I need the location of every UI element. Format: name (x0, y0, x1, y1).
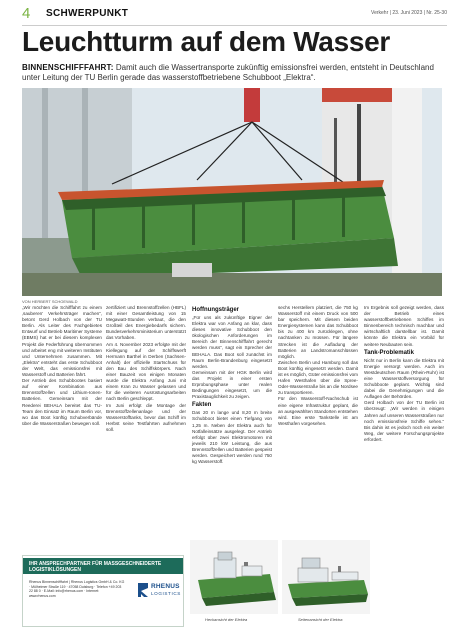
paragraph: Der Antrieb des Schubbootes basiert auf einer Kombination aus Brennstoffzellen und Lithium-Ionen-Batterien. Gemeinsam mit der Reederei BEHALA bereitet das TU-Team den Einsatz im Raum Berlin vor, wo das Boot künftig Schubverbände über die Wasserstraßen bewegen soll. (22, 378, 102, 426)
text-column-4 (278, 305, 358, 427)
photo-credit: FOTO: TU BERLIN (455, 180, 460, 215)
issue-info: Verkehr | 23. Juni 2023 | Nr. 25-30 (371, 10, 447, 16)
page-header (22, 5, 447, 26)
subheading: Fakten (192, 402, 212, 409)
text-column-2 (106, 305, 186, 433)
section-title: SCHWERPUNKT (46, 8, 129, 19)
ad-banner (23, 558, 183, 574)
rhenus-advertisement[interactable] (22, 555, 184, 627)
lead-text: Damit auch die Wassertransporte zukünftig emissionsfrei werden, entsteht in Deutschland unter Leitung der TU Berlin gerade das wasserstoffbetriebene Schubboot „Elektra“. (22, 63, 434, 82)
article-lead (22, 63, 440, 83)
paragraph: Gerd Holbach von der TU Berlin ist überzeugt: „Wir werden in einigen Jahren auf unseren Wasserstraßen nur noch emissionsfreie Schiffe sehen.“ Bis dahin ist es jedoch noch ein weiter Weg, der weitere Forschungsprojekte erfordert. (364, 400, 444, 442)
text-column-5 (364, 305, 444, 443)
ship-side-illustration (282, 540, 370, 614)
paragraph: Zwischen Berlin und Hamburg soll das Boot künftig eingesetzt werden. Damit ist es möglich, Güter emissionsfrei vom Hafen Westhafen über die Spree-Oder-Wasserstraße bis an die Nordsee zu transportieren. (278, 359, 358, 396)
ad-title: IHR ANSPRECHPARTNER FÜR MASSGESCHNEIDERTE LOGISTIKLÖSUNGEN (29, 561, 162, 573)
author-line: VON HERBERT SCHOEWALD (22, 299, 78, 304)
logo-sub: LOGISTICS (151, 591, 181, 596)
ship-lift-illustration (22, 88, 442, 296)
thumb-caption-1: Heckansicht der Elektra (205, 617, 248, 622)
ad-contact: Rhenus Binnenschifffahrt | Rhenus Logistics GmbH & Co. KG · Mülheimer Straße 119 · 47058 Duisburg · Telefon +49 203 22 88 0 · E-Mail: info@rhenus.com · Internet: www.rhenus.com (29, 580, 125, 598)
paragraph: Im Juni erfolgt die Montage der Brennstoffzellenanlage und der Wasserstofftanks, bevor das Schiff im Herbst seine Testfahrten aufnehmen soll. (106, 402, 186, 432)
hero-photo (22, 88, 460, 296)
paragraph: sechs Herstellern platziert, die 750 kg Wasserstoff mit einem Druck von 500 bar speichern. Mit diesem beiden Energiesystemen kann das Schubboot bis zu 400 km zurücklegen, ohne nachtanken zu müssen. Für längere Strecken ist die Aufladung der Batterien an Landstromanschlüssen möglich. (278, 305, 358, 359)
paragraph: „Wir möchten die Schifffahrt zu einem ‚sauberen‘ Verkehrsträger machen“, betont Gerd Holbach von der TU Berlin. Als Leiter des Fachgebietes Entwurf und Betrieb Maritimer Systeme (EBMS) hat er bei diesem komplexen Projekt die Federführung übernommen und arbeitet eng mit weiteren Instituten und Unternehmen zusammen. Mit „Elektra“ entsteht das erste Schubboot der Welt, das emissionsfrei mit Wasserstoff und Batterien fährt. (22, 305, 102, 378)
subheading: Hoffnungsträger (192, 307, 239, 313)
paragraph: Im Ergebnis soll gezeigt werden, dass der Betrieb eines wasserstoffbetriebenen Schiffes im Binnenbereich technisch machbar und wirtschaftlich darstellbar ist. Damit könnte die Elektra ein Vorbild für weitere Neubauten sein. (364, 305, 444, 347)
ship-side-render (282, 540, 370, 614)
subheading: Tank-Problematik (364, 349, 414, 356)
thumb-caption-2: Seitenansicht der Elektra (298, 617, 343, 622)
ship-rear-render (190, 540, 278, 614)
article-headline: Leuchtturm auf dem Wasser (22, 26, 390, 57)
lead-kicker: BINNENSCHIFFFAHRT: (22, 63, 114, 72)
paragraph: Am 4. November 2023 erfolgte mit der Kiellegung auf der Schiffswerft Hermann Barthel in Derben (Sachsen-Anhalt) der offizielle Startschuss für den Bau des Schiffskörpers. Nach einer Bauzeit von einigen Monaten wurde die Elektra Anfang Juni mit einem Kran zu Wasser gelassen und für die weiteren Ausrüstungsarbeiten nach Berlin geschleppt. (106, 341, 186, 402)
rhenus-logo-mark-icon (137, 582, 149, 598)
paragraph: Für den Wasserstoff-Nachschub ist eine eigene Infrastruktur geplant, die an ausgewählten Standorten entstehen wird. Eine erste Tankstelle ist am Westhafen vorgesehen. (278, 396, 358, 426)
paragraph: Nicht nur in Berlin kann die Elektra mit Energie versorgt werden. Auch im Westdeutschen Raum (Rhein-Ruhr) ist eine Wasserstoffversorgung für Schubboote geplant. Wichtig sind dabei die Genehmigungen und die Auflagen der Behörden. (364, 357, 444, 400)
rhenus-logo (137, 582, 179, 602)
page-number: 4 (22, 5, 31, 22)
ship-rear-illustration (190, 540, 278, 614)
paragraph: Das 20 m lange und 8,20 m breite Schubboot bietet einen Tiefgang von 1,25 m. Neben der Elektra auch für Notfalleinsätze ausgelegt. Der Antrieb erfolgt über zwei Elektromotoren mit jeweils 210 kW Leistung, die aus Brennstoffzellen und Batterien gespeist werden. Gespeichert werden rund 750 kg Wasserstoff. (192, 410, 272, 465)
text-column-1 (22, 305, 102, 427)
logo-name: RHENUS (151, 583, 180, 590)
text-column-3 (192, 305, 272, 465)
paragraph: Gemeinsam mit der HGK Berlin wird das Projekt in einer ersten Erprobungsphase unter realen Bedingungen eingesetzt, um die Praxistauglichkeit zu zeigen. (192, 369, 272, 400)
paragraph: „Für uns als zukünftige Eigner der Elektra war von Anfang an klar, dass dieses innovative Schubboot den ökologischen Anforderungen im Bereich der Binnenschifffahrt gerecht werden muss“, sagt ein Sprecher der BEHALA. Das Boot soll zunächst im Raum Berlin-Brandenburg eingesetzt werden. (192, 315, 272, 369)
paragraph: zertifiziert und Brennstoffzellen (HBFL) mit einer Gesamtleistung von 15 Megawatt-Stunden verbaut, die den Großteil des Energiebedarfs sichern. Bundesverkehrsministerium unterstützt das Vorhaben. (106, 305, 186, 341)
